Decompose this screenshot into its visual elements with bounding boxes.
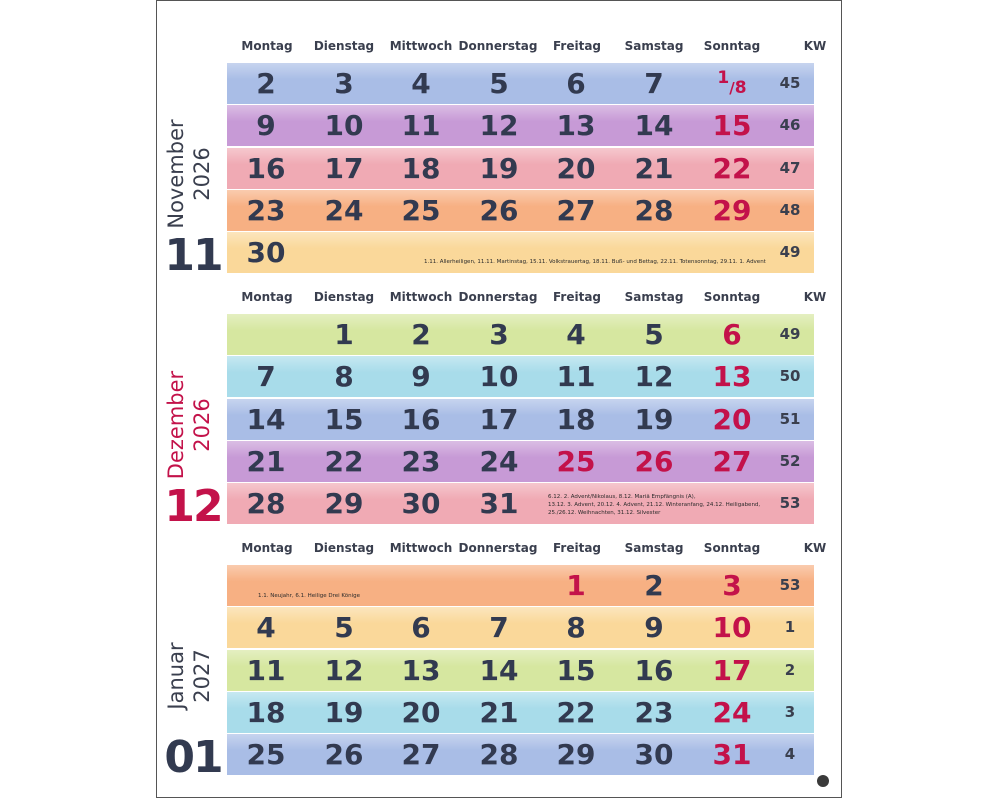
publisher-logo-icon: [817, 775, 829, 787]
day-cell[interactable]: 21: [479, 695, 519, 729]
day-cell[interactable]: 22: [324, 444, 364, 478]
day-cell[interactable]: 7: [256, 360, 276, 394]
week-row: [227, 399, 814, 440]
day-cell[interactable]: 8: [566, 611, 586, 645]
day-cell[interactable]: 21: [634, 151, 674, 185]
week-number: 45: [779, 74, 801, 92]
day-cell[interactable]: 16: [401, 402, 441, 436]
day-cell[interactable]: 19: [479, 151, 519, 185]
weekday-header: Samstag: [624, 541, 684, 555]
day-part-8: 8: [734, 78, 747, 98]
day-cell[interactable]: 2: [411, 318, 431, 351]
day-cell[interactable]: 6: [411, 611, 431, 645]
day-cell[interactable]: 18: [556, 402, 596, 436]
day-cell[interactable]: 29: [324, 487, 364, 521]
day-cell[interactable]: 8: [334, 360, 354, 394]
week-row: [227, 607, 814, 648]
week-row: [227, 314, 814, 355]
day-cell[interactable]: 25: [246, 738, 286, 772]
day-cell[interactable]: 20: [556, 151, 596, 185]
day-cell[interactable]: 11: [556, 360, 596, 394]
weekday-header: Mittwoch: [389, 541, 453, 555]
day-cell[interactable]: 27: [712, 444, 752, 478]
day-cell[interactable]: 28: [479, 738, 519, 772]
week-number: 48: [779, 200, 801, 219]
day-cell[interactable]: 29: [556, 738, 596, 772]
week-number: 46: [779, 116, 801, 135]
day-cell[interactable]: 16: [634, 653, 674, 687]
day-cell[interactable]: 7: [644, 67, 664, 100]
day-cell[interactable]: 11: [246, 653, 286, 687]
day-cell[interactable]: 14: [479, 653, 519, 687]
day-cell[interactable]: 26: [324, 738, 364, 772]
holiday-note: 1.11. Allerheiligen, 11.11. Martinstag, 15.11. Volkstrauertag, 18.11. Buß- und Bettag, 22.11. Totensonntag, 29.11. 1. Advent: [424, 259, 766, 266]
day-cell[interactable]: 12: [634, 360, 674, 394]
day-cell[interactable]: 10: [479, 360, 519, 394]
day-cell[interactable]: 26: [479, 193, 519, 227]
weekday-header: Freitag: [552, 541, 602, 555]
weekday-header: Montag: [241, 541, 293, 555]
day-cell[interactable]: 2: [644, 569, 664, 602]
day-cell[interactable]: 16: [246, 151, 286, 185]
day-cell[interactable]: 12: [479, 109, 519, 143]
day-cell[interactable]: 10: [324, 109, 364, 143]
day-cell[interactable]: 5: [489, 67, 509, 100]
day-cell[interactable]: 6: [722, 318, 742, 351]
day-cell[interactable]: 13: [556, 109, 596, 143]
weekday-header: Dienstag: [313, 541, 375, 555]
weekday-header: Mittwoch: [389, 39, 453, 53]
holiday-note-line: 13.12. 3. Advent, 20.12. 4. Advent, 21.12. Winteranfang, 24.12. Heiligabend,: [548, 502, 761, 509]
holiday-note-line: 6.12. 2. Advent/Nikolaus, 8.12. Mariä Empfängnis (A),: [548, 494, 696, 501]
day-cell[interactable]: 22: [556, 695, 596, 729]
day-cell[interactable]: 14: [634, 109, 674, 143]
day-cell[interactable]: 14: [246, 402, 286, 436]
day-cell[interactable]: 4: [256, 611, 276, 645]
weekday-header: Freitag: [552, 39, 602, 53]
weekday-header: KW: [803, 541, 827, 555]
week-number: 3: [784, 702, 796, 721]
month-name-label: [163, 616, 223, 736]
week-number: 51: [779, 409, 801, 428]
day-cell[interactable]: 22: [712, 151, 752, 185]
week-number: 53: [779, 576, 801, 594]
week-row: [227, 692, 814, 733]
day-cell[interactable]: 28: [634, 193, 674, 227]
weekday-header: Sonntag: [703, 39, 761, 53]
day-cell[interactable]: 3: [722, 569, 742, 602]
day-cell[interactable]: 19: [634, 402, 674, 436]
week-row: [227, 356, 814, 397]
day-cell[interactable]: 24: [712, 695, 752, 729]
day-cell[interactable]: 3: [334, 67, 354, 100]
day-cell[interactable]: 9: [644, 611, 664, 645]
day-cell[interactable]: 3: [489, 318, 509, 351]
weekday-header: Donnerstag: [458, 39, 538, 53]
week-row: [227, 190, 814, 231]
day-cell[interactable]: 31: [479, 487, 519, 521]
day-cell[interactable]: 4: [566, 318, 586, 351]
week-row: [227, 650, 814, 691]
week-number: 47: [779, 158, 801, 177]
day-cell[interactable]: 19: [324, 695, 364, 729]
weekday-header: Sonntag: [703, 541, 761, 555]
month-number: 12: [164, 481, 222, 532]
day-cell[interactable]: 26: [634, 444, 674, 478]
day-cell[interactable]: 28: [246, 487, 286, 521]
month-name: Januar: [164, 642, 188, 710]
weekday-header: Mittwoch: [389, 290, 453, 304]
week-number: 1: [784, 618, 796, 637]
day-cell[interactable]: 15: [556, 653, 596, 687]
day-cell[interactable]: 24: [479, 444, 519, 478]
day-cell[interactable]: 18: [401, 151, 441, 185]
month-name-label: [163, 114, 223, 234]
holiday-note-line: 25./26.12. Weihnachten, 31.12. Silvester: [548, 510, 661, 517]
day-cell[interactable]: 30: [401, 487, 441, 521]
weekday-header: KW: [803, 39, 827, 53]
weekday-header: Samstag: [624, 290, 684, 304]
month-number: 11: [164, 230, 222, 281]
day-cell[interactable]: 21: [246, 444, 286, 478]
week-number: 2: [784, 660, 796, 679]
day-cell[interactable]: 2: [256, 67, 276, 100]
weekday-header: Montag: [241, 39, 293, 53]
day-cell[interactable]: 5: [334, 611, 354, 645]
day-cell[interactable]: 17: [479, 402, 519, 436]
month-year: 2026: [190, 147, 214, 201]
week-row: [227, 734, 814, 775]
weekday-header: Samstag: [624, 39, 684, 53]
day-cell[interactable]: 20: [712, 402, 752, 436]
day-cell[interactable]: 5: [644, 318, 664, 351]
week-row: [227, 232, 814, 273]
day-cell[interactable]: 17: [712, 653, 752, 687]
week-row: [227, 148, 814, 189]
week-number: 50: [779, 367, 801, 386]
day-cell[interactable]: 6: [566, 67, 586, 100]
day-cell[interactable]: 30: [634, 738, 674, 772]
day-cell[interactable]: 30: [246, 236, 286, 270]
week-number: 49: [779, 243, 801, 262]
day-cell[interactable]: 24: [324, 193, 364, 227]
month-name: Dezember: [164, 370, 188, 480]
day-cell[interactable]: 11: [401, 109, 441, 143]
week-number: 4: [784, 745, 796, 764]
day-cell[interactable]: 20: [401, 695, 441, 729]
day-cell[interactable]: 9: [256, 109, 276, 143]
day-cell[interactable]: 23: [401, 444, 441, 478]
weekday-header: Donnerstag: [458, 541, 538, 555]
weekday-header: Dienstag: [313, 39, 375, 53]
day-cell[interactable]: 4: [411, 67, 431, 100]
day-cell[interactable]: 17: [324, 151, 364, 185]
day-separator: /: [729, 79, 735, 97]
day-cell[interactable]: 23: [634, 695, 674, 729]
week-number: 52: [779, 451, 801, 470]
day-cell[interactable]: 31: [712, 738, 752, 772]
holiday-note: 1.1. Neujahr, 6.1. Heilige Drei Könige: [258, 593, 360, 599]
weekday-header: Freitag: [552, 290, 602, 304]
day-cell[interactable]: 1: [334, 318, 354, 351]
weekday-header: Sonntag: [703, 290, 761, 304]
weekday-header: KW: [803, 290, 827, 304]
day-cell[interactable]: 15: [712, 109, 752, 143]
day-cell[interactable]: 25: [401, 193, 441, 227]
day-part-1: 1: [717, 68, 730, 88]
day-cell[interactable]: 9: [411, 360, 431, 394]
day-cell[interactable]: 18: [246, 695, 286, 729]
day-cell[interactable]: [693, 63, 771, 104]
day-cell[interactable]: 25: [556, 444, 596, 478]
day-cell[interactable]: 7: [489, 611, 509, 645]
day-cell[interactable]: 23: [246, 193, 286, 227]
week-row: [227, 63, 814, 104]
day-cell[interactable]: 15: [324, 402, 364, 436]
month-name: November: [164, 119, 188, 229]
week-row: [227, 441, 814, 482]
day-cell[interactable]: 13: [712, 360, 752, 394]
week-number: 49: [779, 325, 801, 343]
day-cell[interactable]: 1: [566, 569, 586, 602]
weekday-header: Montag: [241, 290, 293, 304]
day-cell[interactable]: 27: [556, 193, 596, 227]
month-name-label: [163, 365, 223, 485]
day-cell[interactable]: 27: [401, 738, 441, 772]
month-year: 2027: [190, 649, 214, 703]
weekday-header: Dienstag: [313, 290, 375, 304]
month-number: 01: [164, 732, 222, 783]
week-row: [227, 105, 814, 146]
day-cell[interactable]: 12: [324, 653, 364, 687]
month-year: 2026: [190, 398, 214, 452]
weekday-header: Donnerstag: [458, 290, 538, 304]
day-cell[interactable]: 29: [712, 193, 752, 227]
day-cell[interactable]: 13: [401, 653, 441, 687]
day-cell[interactable]: 10: [712, 611, 752, 645]
week-number: 53: [779, 494, 801, 513]
